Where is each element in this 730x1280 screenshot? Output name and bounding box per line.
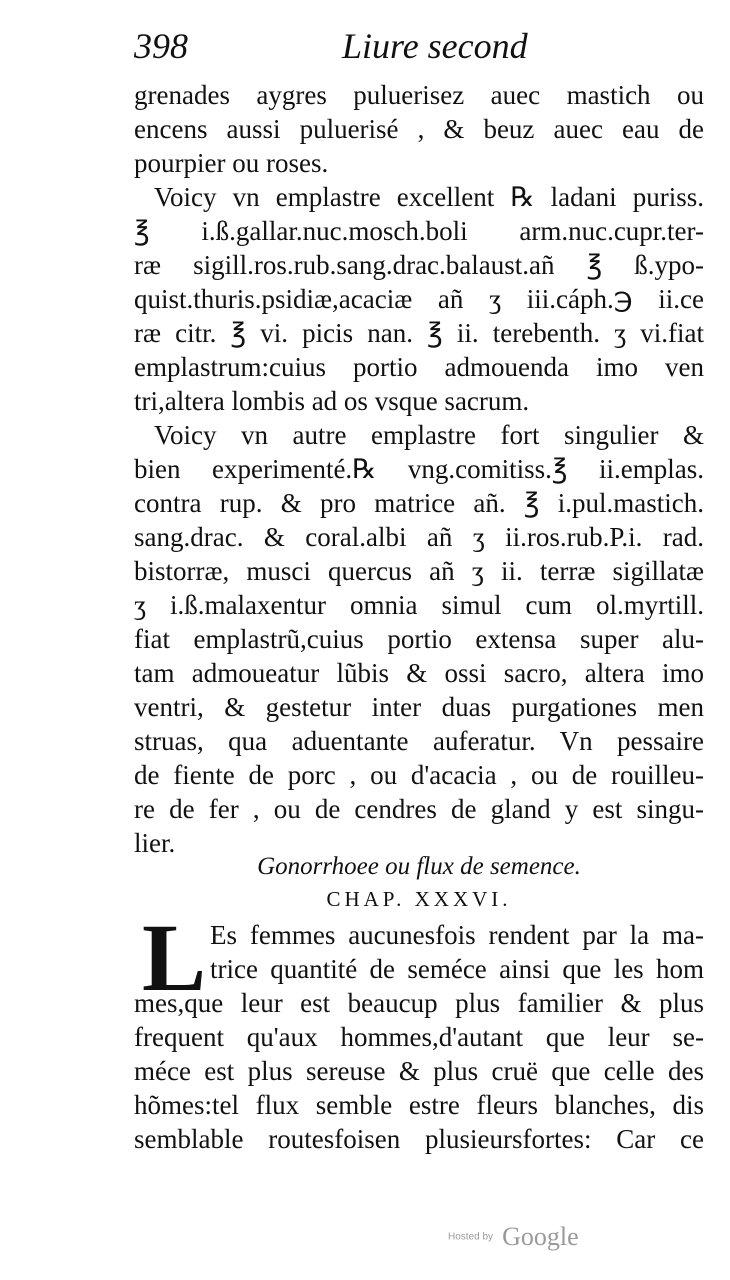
- text-line: encens aussi puluerisé , & beuz auec eau de: [134, 114, 704, 144]
- text-line: tam admoueatur lũbis & ossi sacro, altera imo: [134, 658, 704, 688]
- text-line: mes,que leur est beaucup plus familier & plus: [134, 988, 704, 1018]
- text-line: tri,altera lombis ad os vsque sacrum.: [134, 386, 530, 416]
- text-line: Voicy vn emplastre excellent ℞ ladani puriss.: [154, 182, 704, 212]
- text-line: bien experimenté.℞ vng.comitiss.℥ ii.emplas.: [134, 454, 704, 484]
- text-line: ʒ i.ß.malaxentur omnia simul cum ol.myrtill.: [134, 590, 704, 620]
- drop-cap: L: [142, 904, 207, 1011]
- text-line: Voicy vn autre emplastre fort singulier &: [154, 420, 704, 450]
- text-line: contra rup. & pro matrice añ. ℥ i.pul.mastich.: [134, 488, 704, 518]
- text-line: sang.drac. & coral.albi añ ʒ ii.ros.rub.P.i. rad.: [134, 522, 704, 552]
- text-line: méce est plus sereuse & plus cruë que celle des: [134, 1056, 704, 1086]
- google-logo: Google: [502, 1222, 579, 1251]
- text-line: de fiente de porc , ou d'acacia , ou de rouilleu-: [134, 760, 704, 790]
- text-line: quist.thuris.psidiæ,acaciæ añ ʒ iii.cáph.℈ ii.ce: [134, 284, 704, 314]
- running-title: Liure second: [342, 26, 528, 66]
- text-line: ℥ i.ß.gallar.nuc.mosch.boli arm.nuc.cupr.ter-: [134, 216, 704, 246]
- page-number: 398: [134, 26, 188, 66]
- text-line: lier.: [134, 828, 176, 858]
- text-line: hõmes:tel flux semble estre fleurs blanches, dis: [134, 1090, 704, 1120]
- text-line: re de fer , ou de cendres de gland y est singu-: [134, 794, 704, 824]
- text-line: fiat emplastrũ,cuius portio extensa super alu-: [134, 624, 704, 654]
- text-line: frequent qu'aux hommes,d'autant que leur se-: [134, 1022, 704, 1052]
- text-line: ræ citr. ℥ vi. picis nan. ℥ ii. terebenth. ʒ vi.fiat: [134, 318, 704, 348]
- text-line: trice quantité de seméce ainsi que les hom: [210, 954, 704, 984]
- text-line: struas, qua aduentante auferatur. Vn pessaire: [134, 726, 704, 756]
- text-line: semblable routesfoisen plusieursfortes: Car ce: [134, 1124, 704, 1154]
- running-head: [134, 24, 694, 68]
- chapter-title: Gonorrhoee ou flux de semence.: [257, 853, 581, 880]
- text-line: emplastrum:cuius portio admouenda imo ven: [134, 352, 704, 382]
- google-watermark: [448, 1222, 579, 1252]
- text-line: pourpier ou roses.: [134, 148, 329, 178]
- text-line: grenades aygres puluerisez auec mastich ou: [134, 80, 704, 110]
- text-line: ventri, & gestetur inter duas purgationes men: [134, 692, 704, 722]
- chapter-label: CHAP. XXXVI.: [326, 887, 512, 911]
- hosted-by-label: Hosted by: [448, 1231, 494, 1243]
- text-line: ræ sigill.ros.rub.sang.drac.balaust.añ ℥ ß.ypo-: [134, 250, 704, 280]
- text-line: Es femmes aucunesfois rendent par la ma-: [210, 920, 704, 950]
- text-line: bistorræ, musci quercus añ ʒ ii. terræ sigillatæ: [134, 556, 704, 586]
